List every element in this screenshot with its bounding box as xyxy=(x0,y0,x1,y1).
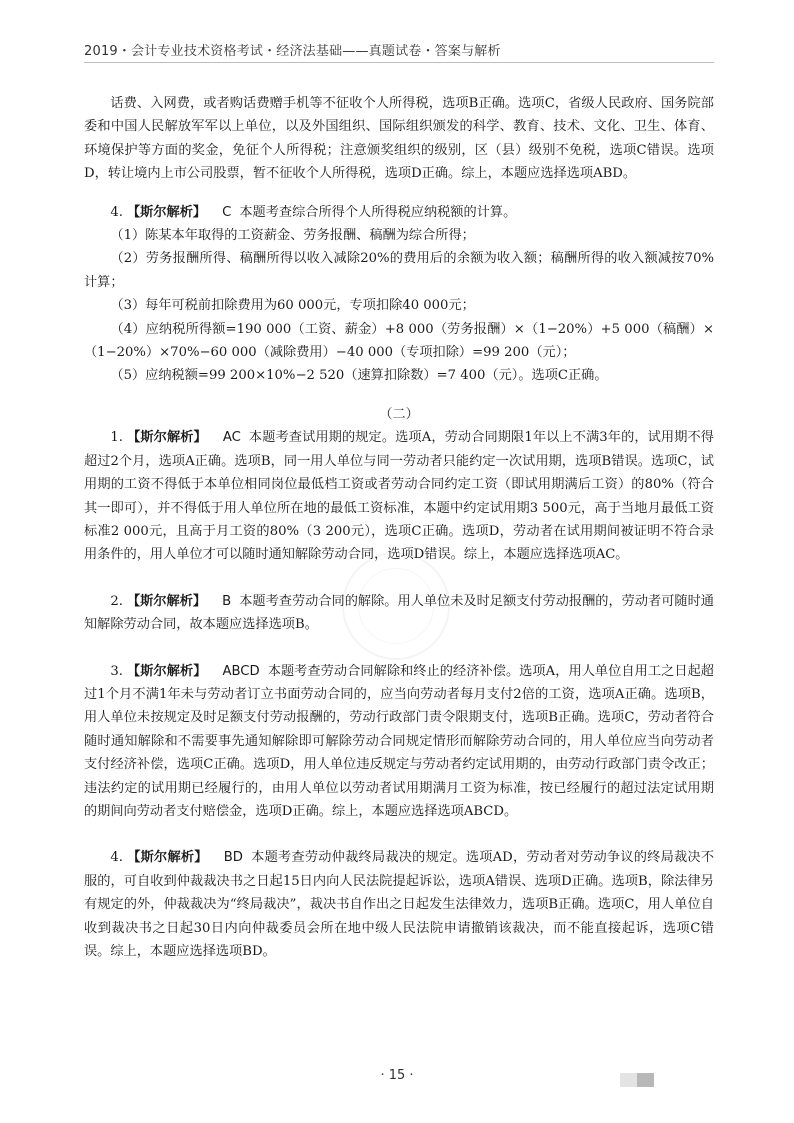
running-header: 2019・会计专业技术资格考试・经济法基础——真题试卷・答案与解析 xyxy=(84,44,501,59)
page-content xyxy=(84,92,714,963)
question-analysis xyxy=(84,846,714,963)
calc-step: （4）应纳税所得额=190 000（工资、薪金）+8 000（劳务报酬）×（1−20%）+5 000（稿酬）×（1−20%）×70%−60 000（减除费用）−40 000（专项扣除）=99 200（元）； xyxy=(84,321,714,361)
analysis-tag: 【斯尔解析】 xyxy=(126,850,208,866)
section-title: （二） xyxy=(379,406,419,422)
header-divider xyxy=(84,62,714,63)
analysis-text: 本题考查试用期的规定。选项A，劳动合同期限1年以上不满3年的，试用期不得超过2个月，选项A正确。选项B，同一用人单位与同一劳动者只能约定一次试用期，选项B错误。选项C，试用期的工资不得低于本单位相同岗位最低档工资或者劳动合同约定工资（即试用期满后工资）的80%（符合其一即可），并不得低于用人单位所在地的最低工资标准，本题中约定试用期3 500元，高于当地月最低工资标准2 000元，且高于月工资的80%（3 200元），选项C正确。选项D，劳动者在试用期间被证明不符合录用条件的，用人单位才可以随时通知解除劳动合同，选项D错误。综上，本题应选择选项AC。 xyxy=(84,430,714,563)
question-analysis xyxy=(84,590,714,637)
question-number: 1. xyxy=(110,430,123,446)
analysis-text: 本题考查劳动合同的解除。用人单位未及时足额支付劳动报酬的，劳动者可随时通知解除劳动合同，故本题应选择选项B。 xyxy=(84,593,714,633)
question-analysis xyxy=(84,660,714,824)
answer-key: BD xyxy=(223,850,243,866)
corner-block-icon xyxy=(637,1073,654,1087)
analysis-tag: 【斯尔解析】 xyxy=(126,430,207,446)
calc-step: （3）每年可税前扣除费用为60 000元，专项扣除40 000元； xyxy=(110,298,475,314)
question-analysis xyxy=(84,426,714,566)
question-number: 4. xyxy=(110,204,123,220)
analysis-text: 本题考查劳动仲裁终局裁决的规定。选项AD，劳动者对劳动争议的终局裁决不服的，可自收到仲裁裁决书之日起15日内向人民法院提起诉讼，选项A错误、选项D正确。选项B，除法律另有规定的外，仲裁裁决为“终局裁决”，裁决书自作出之日起发生法律效力，选项B正确。选项C，用人单位自收到裁决书之日起30日内向仲裁委员会所在地中级人民法院申请撤销该裁决，而不能直接起诉，选项C错误。综上，本题应选择选项BD。 xyxy=(84,850,715,959)
answer-key: ABCD xyxy=(222,663,260,679)
corner-block-icon xyxy=(620,1073,637,1087)
answer-key: C xyxy=(222,204,232,220)
q4-analysis-heading xyxy=(84,201,714,224)
analysis-tag: 【斯尔解析】 xyxy=(126,204,207,220)
calc-step: （1）陈某本年取得的工资薪金、劳务报酬、稿酬为综合所得； xyxy=(110,228,475,244)
continued-paragraph: 话费、入网费，或者购话费赠手机等不征收个人所得税，选项B正确。选项C，省级人民政府、国务院部委和中国人民解放军军以上单位，以及外国组织、国际组织颁发的科学、教育、技术、文化、卫生、体育、环境保护等方面的奖金，免征个人所得税；注意颁奖组织的级别，区（县）级别不免税，选项C错误。选项D，转让境内上市公司股票，暂不征收个人所得税，选项D正确。综上，本题应选择选项ABD。 xyxy=(84,96,714,182)
analysis-text: 本题考查综合所得个人所得税应纳税额的计算。 xyxy=(239,204,517,220)
question-number: 3. xyxy=(110,663,123,679)
analysis-tag: 【斯尔解析】 xyxy=(126,663,207,679)
question-number: 4. xyxy=(110,850,123,866)
answer-key: AC xyxy=(222,430,241,446)
question-number: 2. xyxy=(110,593,123,609)
calc-step: （5）应纳税额=99 200×10%−2 520（速算扣除数）=7 400（元）。选项C正确。 xyxy=(110,368,608,384)
answer-key: B xyxy=(222,593,232,609)
analysis-text: 本题考查劳动合同解除和终止的经济补偿。选项A，用人单位自用工之日起超过1个月不满1年未与劳动者订立书面劳动合同的，应当向劳动者每月支付2倍的工资，选项A正确。选项B，用人单位未按规定及时足额支付劳动报酬的，劳动行政部门责令限期支付，选项B正确。选项C，劳动者符合随时通知解除和不需要事先通知解除即可解除劳动合同规定情形而解除劳动合同的，用人单位应当向劳动者支付经济补偿，选项C正确。选项D，用人单位违反规定与劳动者约定试用期的，由劳动行政部门责令改正；违法约定的试用期已经履行的，由用人单位以劳动者试用期满月工资为标准，按已经履行的超过法定试用期的期间向劳动者支付赔偿金，选项D正确。综上，本题应选择选项ABCD。 xyxy=(84,663,714,819)
page-number: · 15 · xyxy=(380,1068,414,1083)
calc-step: （2）劳务报酬所得、稿酬所得以收入减除20%的费用后的余额为收入额；稿酬所得的收入额减按70%计算； xyxy=(84,251,714,290)
analysis-tag: 【斯尔解析】 xyxy=(126,593,207,609)
